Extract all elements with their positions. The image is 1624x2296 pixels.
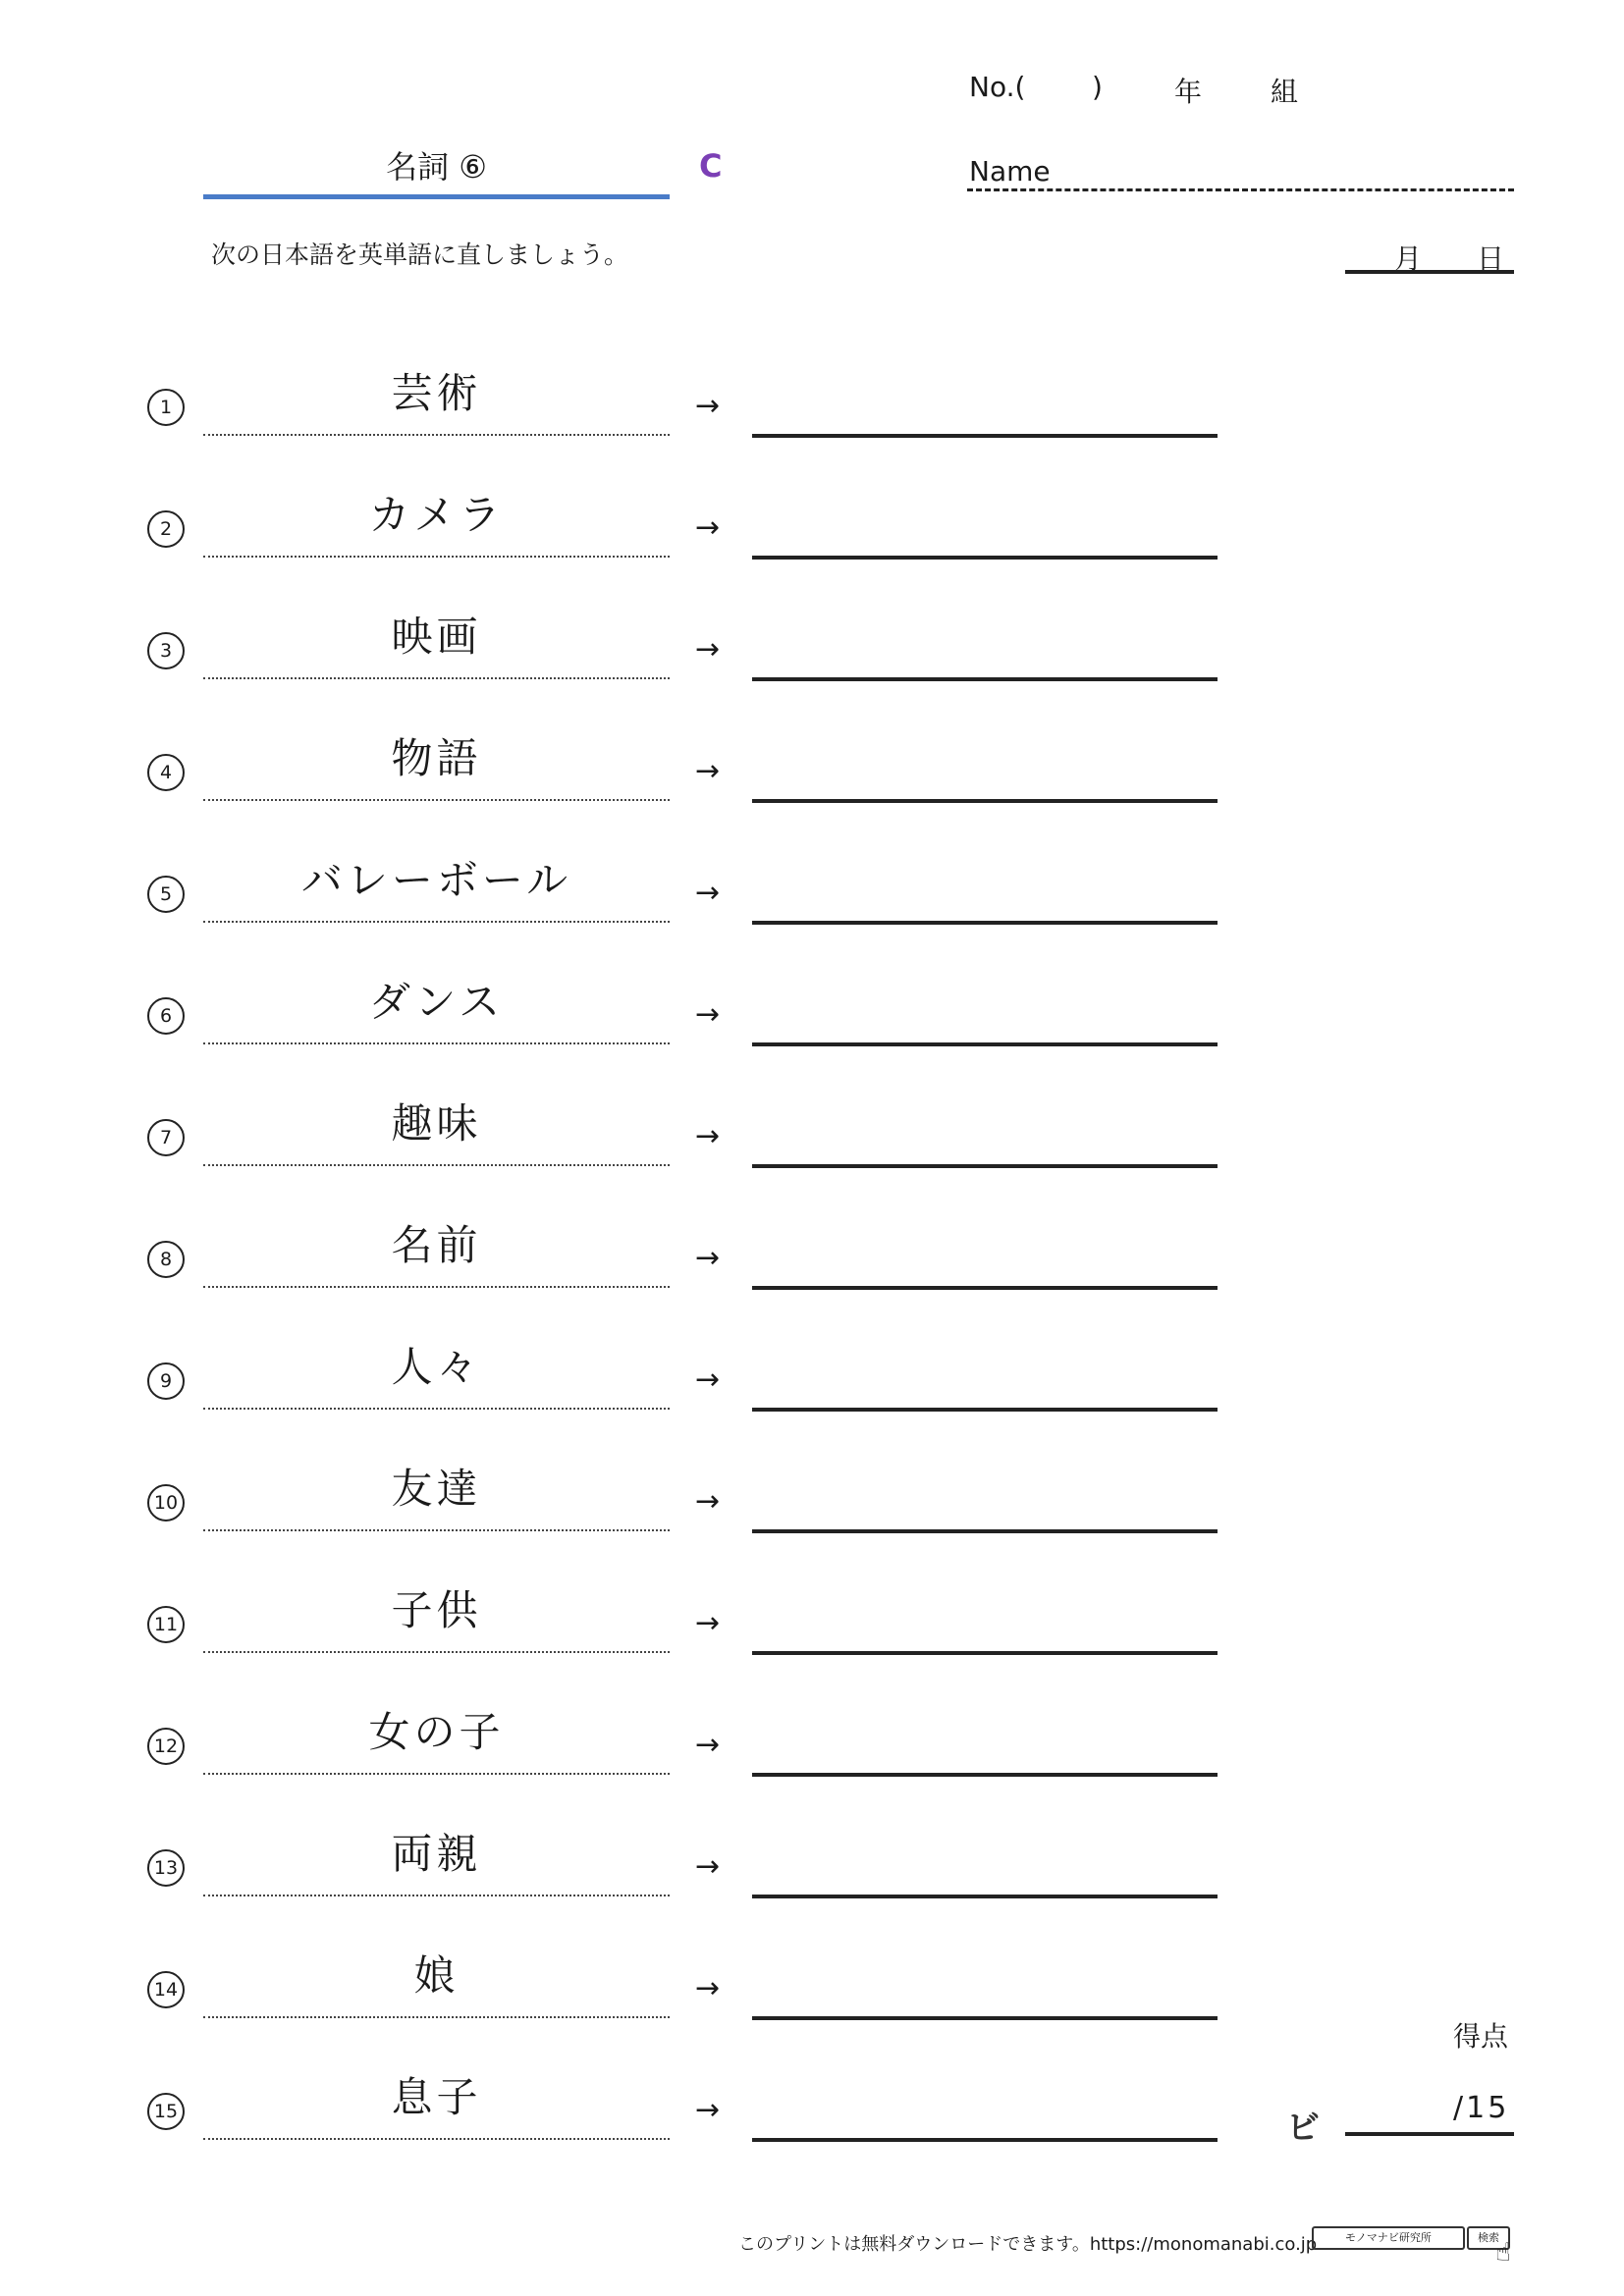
question-number: 8 (147, 1241, 185, 1278)
word-dotted-line (203, 1286, 670, 1288)
question-number: 13 (147, 1849, 185, 1887)
arrow-icon: → (695, 1971, 721, 2005)
word-dotted-line (203, 1042, 670, 1044)
word-dotted-line (203, 2016, 670, 2018)
answer-field[interactable] (752, 434, 1218, 438)
question-number: 4 (147, 754, 185, 791)
question-number: 2 (147, 510, 185, 548)
question-row (0, 1586, 1624, 1708)
question-number: 5 (147, 876, 185, 913)
japanese-word: 女の子 (368, 1708, 505, 1756)
question-number: 11 (147, 1606, 185, 1643)
word-dotted-line (203, 1408, 670, 1410)
japanese-word: バレーボール (300, 856, 572, 904)
answer-field[interactable] (752, 1164, 1218, 1168)
word-dotted-line (203, 434, 670, 436)
word-dotted-line (203, 556, 670, 558)
word-dotted-line (203, 1773, 670, 1775)
word-dotted-line (203, 799, 670, 801)
question-number: 6 (147, 997, 185, 1035)
answer-field[interactable] (752, 1286, 1218, 1290)
question-row (0, 491, 1624, 613)
answer-field[interactable] (752, 556, 1218, 560)
arrow-icon: → (695, 754, 721, 788)
japanese-word: 名前 (391, 1221, 482, 1269)
word-dotted-line (203, 1529, 670, 1531)
japanese-word: 映画 (391, 613, 482, 661)
class-label: 組 (1271, 76, 1299, 108)
arrow-icon: → (695, 2093, 721, 2127)
question-row (0, 1221, 1624, 1343)
answer-field[interactable] (752, 677, 1218, 681)
question-number: 15 (147, 2093, 185, 2130)
question-row (0, 1951, 1624, 2073)
answer-field[interactable] (752, 799, 1218, 803)
japanese-word: 物語 (391, 734, 482, 782)
question-row (0, 369, 1624, 491)
footer-text: このプリントは無料ダウンロードできます。https://monomanabi.co.jp (738, 2234, 1318, 2255)
japanese-word: 友達 (391, 1465, 482, 1513)
search-box-button[interactable]: モノマナビ研究所 (1312, 2226, 1465, 2250)
word-dotted-line (203, 1895, 670, 1896)
arrow-icon: → (695, 1728, 721, 1762)
number-label: No.( (969, 71, 1026, 103)
question-row (0, 1708, 1624, 1830)
arrow-icon: → (695, 1484, 721, 1519)
arrow-icon: → (695, 1241, 721, 1275)
question-row (0, 1830, 1624, 1951)
question-row (0, 978, 1624, 1099)
score-value: /15 (1453, 2091, 1510, 2125)
arrow-icon: → (695, 632, 721, 667)
question-number: 14 (147, 1971, 185, 2008)
date-field[interactable] (1345, 270, 1514, 274)
variant-label: C (699, 147, 723, 185)
hand-cursor-icon: ☝ (1495, 2238, 1511, 2268)
japanese-word: 息子 (391, 2073, 482, 2121)
question-row (0, 1099, 1624, 1221)
question-number: 7 (147, 1119, 185, 1156)
arrow-icon: → (695, 876, 721, 910)
answer-field[interactable] (752, 1529, 1218, 1533)
answer-field[interactable] (752, 1773, 1218, 1777)
arrow-icon: → (695, 997, 721, 1032)
word-dotted-line (203, 1164, 670, 1166)
japanese-word: 人々 (391, 1343, 482, 1391)
japanese-word: カメラ (368, 491, 505, 539)
arrow-icon: → (695, 389, 721, 423)
answer-field[interactable] (752, 1408, 1218, 1412)
japanese-word: 娘 (413, 1951, 460, 2000)
japanese-word: 趣味 (391, 1099, 482, 1148)
japanese-word: ダンス (368, 978, 505, 1026)
question-row (0, 613, 1624, 734)
name-label: Name (969, 155, 1051, 187)
question-row (0, 1343, 1624, 1465)
answer-field[interactable] (752, 1042, 1218, 1046)
japanese-word: 子供 (391, 1586, 482, 1634)
japanese-word: 芸術 (391, 369, 482, 417)
title-underline (203, 145, 670, 199)
month-label: 月 (1394, 242, 1423, 275)
word-dotted-line (203, 677, 670, 679)
answer-field[interactable] (752, 1651, 1218, 1655)
answer-field[interactable] (752, 2138, 1218, 2142)
answer-field[interactable] (752, 921, 1218, 925)
score-field[interactable] (1345, 2132, 1514, 2136)
word-dotted-line (203, 1651, 670, 1653)
question-row (0, 1465, 1624, 1586)
question-number: 10 (147, 1484, 185, 1522)
day-label: 日 (1477, 242, 1505, 275)
question-number: 3 (147, 632, 185, 669)
arrow-icon: → (695, 510, 721, 545)
question-number: 9 (147, 1362, 185, 1400)
japanese-word: 両親 (391, 1830, 482, 1878)
question-row (0, 856, 1624, 978)
page-title: 名詞 ⑥ (386, 148, 487, 186)
arrow-icon: → (695, 1362, 721, 1397)
answer-field[interactable] (752, 2016, 1218, 2020)
question-row (0, 734, 1624, 856)
year-label: 年 (1174, 76, 1203, 108)
arrow-icon: → (695, 1849, 721, 1884)
question-number: 12 (147, 1728, 185, 1765)
instruction-text: 次の日本語を英単語に直しましょう。 (211, 240, 629, 269)
search-button[interactable]: 検索 (1467, 2226, 1510, 2250)
word-dotted-line (203, 921, 670, 923)
logo-icon: ビ (1286, 2109, 1320, 2148)
name-field[interactable] (967, 188, 1514, 191)
word-dotted-line (203, 2138, 670, 2140)
number-close-paren: ) (1092, 71, 1103, 103)
question-number: 1 (147, 389, 185, 426)
arrow-icon: → (695, 1606, 721, 1640)
arrow-icon: → (695, 1119, 721, 1153)
answer-field[interactable] (752, 1895, 1218, 1898)
score-label: 得点 (1453, 2020, 1509, 2053)
